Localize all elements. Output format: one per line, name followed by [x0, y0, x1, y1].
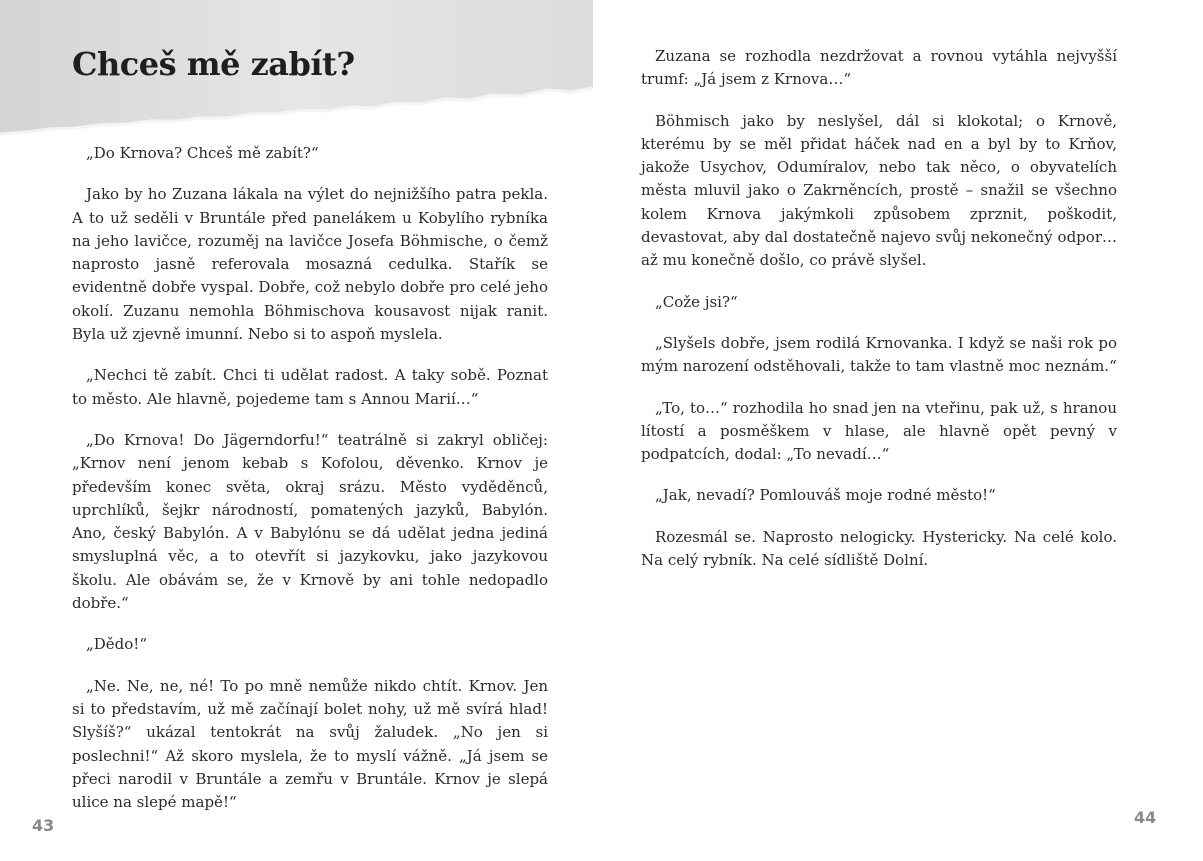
- paragraph: Jako by ho Zuzana lákala na výlet do nejnižšího patra pekla. A to už seděli v Bruntále před panelákem u Kobylího rybníka na jeho lavičce, rozuměj na lavičce Josefa Böhmische, o čemž naprosto jasně referovala mosazná cedulka. Stařík se evidentně dobře vyspal. Dobře, což nebylo dobře pro celé jeho okolí. Zuzanu nemohla Böhmischova kousavost nijak ranit. Byla už zjevně imunní. Nebo si to aspoň myslela.: [72, 185, 548, 344]
- right-page: [601, 0, 1203, 861]
- paragraph: Zuzana se rozhodla nezdržovat a rovnou vytáhla nejvyšší trumf: „Já jsem z Krnova…“: [641, 47, 1117, 89]
- paragraph: Rozesmál se. Naprosto nelogicky. Hystericky. Na celé kolo. Na celý rybník. Na celé sídliště Dolní.: [641, 527, 1117, 570]
- left-page: [0, 0, 601, 861]
- left-text-column: [72, 142, 548, 832]
- page-number-left: 43: [32, 816, 55, 835]
- paragraph: „Ne. Ne, ne, né! To po mně nemůže nikdo chtít. Krnov. Jen si to představím, už mě začínají bolet nohy, už mě svírá hlad! Slyšíš?“ ukázal tentokrát na svůj žaludek. „No jen si poslechni!“ Až skoro myslela, že to myslí vážně. „Já jsem se přeci narodil v Bruntále a zemřu v Bruntále. Krnov je slepá ulice na slepé mapě!“: [72, 676, 548, 812]
- paragraph: „Cože jsi?“: [655, 292, 738, 311]
- paragraph: „Dědo!“: [86, 635, 148, 654]
- page-number-right: 44: [1134, 808, 1157, 827]
- paragraph: „Do Krnova? Chceš mě zabít?“: [86, 144, 319, 162]
- paragraph: „Nechci tě zabít. Chci ti udělat radost. A taky sobě. Poznat to město. Ale hlavně, pojedeme tam s Annou Marií…“: [72, 366, 548, 408]
- paragraph: „Do Krnova! Do Jägerndorfu!“ teatrálně si zakryl obličej: „Krnov není jenom kebab s Kofolou, děvenko. Krnov je především konec světa, okraj srázu. Město vyděděnců, uprchlíků, šejkr národností, pomatených jazyků, Babylón. Ano, český Babylón. A v Babylónu se dá udělat jedna jediná smysluplná věc, a to otevřít si jazykovku, jako jazykovou školu. Ale obávám se, že v Krnově by ani tohle nedopadlo dobře.“: [72, 430, 548, 613]
- paragraph: „Jak, nevadí? Pomlouváš moje rodné město!“: [655, 486, 996, 505]
- paragraph: „Slyšels dobře, jsem rodilá Krnovanka. I když se naši rok po mým narození odstěhovali, takže to tam vlastně moc neznám.“: [641, 333, 1117, 376]
- chapter-title: Chceš mě zabít?: [72, 45, 355, 83]
- paragraph: Böhmisch jako by neslyšel, dál si klokotal; o Krnově, kterému by se měl přidat háček nad en a byl by to Krňov, jakože Usychov, Odumíralov, nebo tak něco, o obyvatelích města mluvil jako o Zakrněncích, prostě – snažil se všechno kolem Krnova jakýmkoli způsobem zprznit, poškodit, devastovat, aby dal dostatečně najevo svůj nekonečný odpor… až mu konečně došlo, co právě slyšel.: [641, 111, 1117, 270]
- paragraph: „To, to…“ rozhodila ho snad jen na vteřinu, pak už, s hranou lítostí a posměškem v hlase, ale hlavně opět pevný v podpatcích, dodal: „To nevadí…“: [641, 398, 1117, 464]
- right-text-column: [641, 45, 1117, 590]
